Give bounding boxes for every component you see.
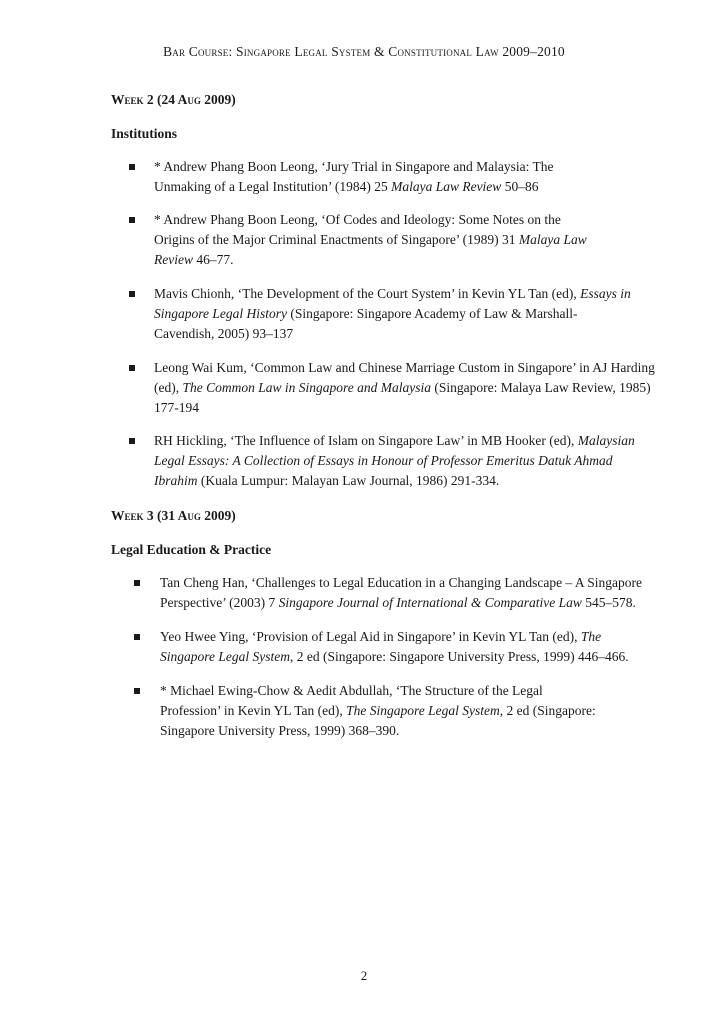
- bullet-icon: [134, 634, 140, 640]
- reference-title-italic: Malaysian Legal Essays: A Collection of Essays in Honour of Professor Emeritus Datuk Ahmad Ibrahim: [154, 433, 635, 488]
- bullet-icon: [134, 688, 140, 694]
- reference-item: [111, 573, 672, 613]
- reference-text: Tan Cheng Han, ‘Challenges to Legal Education in a Changing Landscape – A Singapore Perspective’ (2003) 7: [160, 575, 642, 610]
- reference-item: [111, 210, 594, 270]
- reference-item: [111, 157, 594, 197]
- section-heading: Legal Education & Practice: [111, 542, 272, 557]
- reference-text: Leong Wai Kum, ‘Common Law and Chinese Marriage Custom in Singapore’ in AJ Harding (ed),: [154, 360, 655, 395]
- reference-text: 50–86: [501, 179, 539, 194]
- reference-title-italic: The Singapore Legal System: [160, 629, 602, 664]
- reference-item: [111, 358, 664, 418]
- reference-text: 46–77.: [192, 252, 234, 267]
- week-heading: Week 2 (24 Aug 2009): [111, 92, 236, 107]
- bullet-icon: [129, 164, 135, 170]
- reference-text: * Michael Ewing-Chow & Aedit Abdullah, ‘The Structure of the Legal Profession’ in Kevin YL Tan (ed),: [160, 683, 543, 718]
- reference-text: * Andrew Phang Boon Leong, ‘Jury Trial in Singapore and Malaysia: The Unmaking of a Legal Institution’ (1984) 25: [154, 159, 554, 194]
- bullet-icon: [129, 438, 135, 444]
- document-body: [111, 90, 655, 741]
- section-heading: Institutions: [111, 126, 178, 141]
- reference-text: (Singapore: Singapore Academy of Law & Marshall-Cavendish, 2005) 93–137: [154, 306, 578, 341]
- reference-title-italic: Essays in Singapore Legal History: [154, 286, 631, 321]
- reference-text: , 2 ed (Singapore: Singapore University Press, 1999) 446–466.: [289, 649, 629, 664]
- page-number: 2: [360, 968, 368, 983]
- week-2-section: [111, 90, 655, 491]
- reference-list: [111, 157, 655, 491]
- reference-item: [111, 627, 640, 667]
- reference-title-italic: The Common Law in Singapore and Malaysia: [182, 380, 431, 395]
- reference-item: [111, 681, 600, 741]
- reference-text: * Andrew Phang Boon Leong, ‘Of Codes and Ideology: Some Notes on the Origins of the Major Criminal Enactments of Singapore’ (1989) 31: [154, 212, 561, 247]
- reference-text: (Singapore: Malaya Law Review, 1985) 177-194: [154, 380, 651, 415]
- reference-title-italic: The Singapore Legal System: [346, 703, 500, 718]
- week-3-section: [111, 506, 642, 741]
- bullet-icon: [129, 365, 135, 371]
- reference-text: (Kuala Lumpur: Malayan Law Journal, 1986) 291-334.: [197, 473, 500, 488]
- reference-title-italic: Malaya Law Review: [154, 232, 587, 267]
- reference-list: [111, 573, 642, 741]
- reference-text: RH Hickling, ‘The Influence of Islam on Singapore Law’ in MB Hooker (ed),: [154, 433, 578, 448]
- reference-title-italic: Malaya Law Review: [391, 179, 502, 194]
- reference-text: , 2 ed (Singapore: Singapore University Press, 1999) 368–390.: [160, 703, 596, 738]
- reference-item: [111, 284, 634, 344]
- reference-title-italic: Singapore Journal of International & Comparative Law: [278, 595, 582, 610]
- bullet-icon: [134, 580, 140, 586]
- bullet-icon: [129, 217, 135, 223]
- reference-text: 545–578.: [581, 595, 636, 610]
- reference-text: Yeo Hwee Ying, ‘Provision of Legal Aid in Singapore’ in Kevin YL Tan (ed),: [160, 629, 581, 644]
- reference-item: [111, 431, 654, 491]
- reference-text: Mavis Chionh, ‘The Development of the Court System’ in Kevin YL Tan (ed),: [154, 286, 581, 301]
- bullet-icon: [129, 291, 135, 297]
- running-header: Bar Course: Singapore Legal System & Constitutional Law 2009–2010: [163, 44, 565, 59]
- week-heading: Week 3 (31 Aug 2009): [111, 508, 236, 523]
